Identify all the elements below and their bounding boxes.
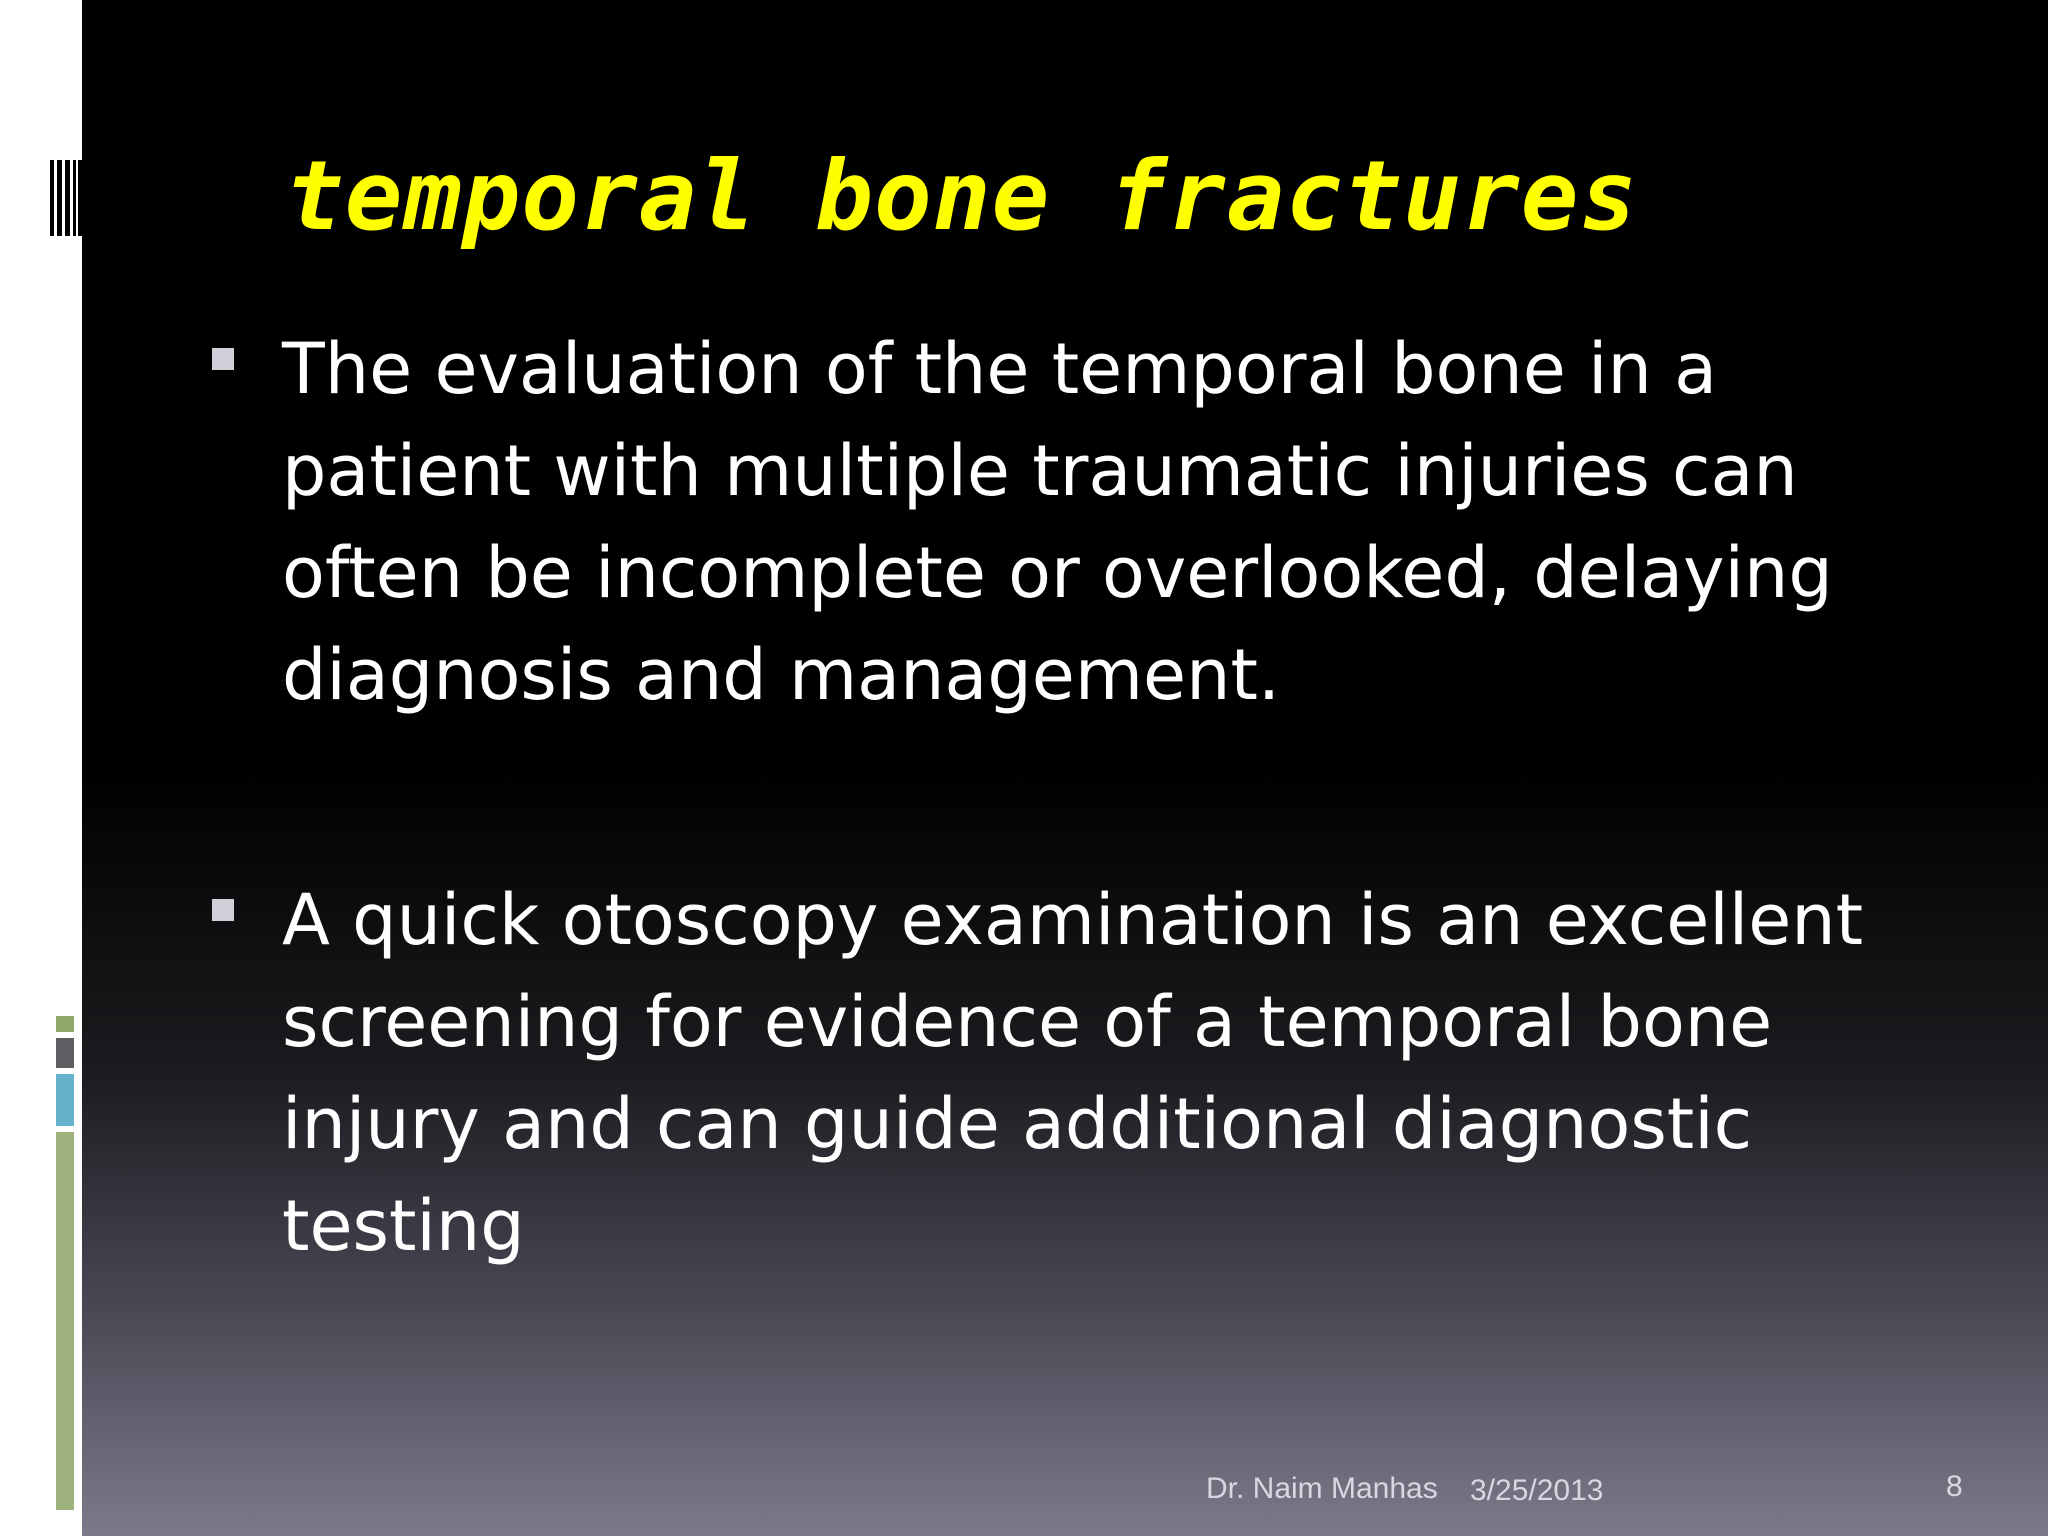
- footer-author: Dr. Naim Manhas: [1206, 1472, 1438, 1505]
- bullet-item: [210, 318, 1970, 726]
- bullet-item: [210, 869, 1970, 1277]
- bullet-list: [210, 318, 1970, 1277]
- footer-date: 3/25/2013: [1470, 1474, 1604, 1507]
- decorative-gray-bar: [56, 1038, 74, 1068]
- slide-title: temporal bone fractures: [286, 140, 1639, 252]
- decorative-green-bar: [56, 1132, 74, 1510]
- square-bullet-icon: [212, 348, 234, 370]
- bullet-text: A quick otoscopy examination is an excellent screening for evidence of a temporal bone injury and can guide additional diagnostic testing: [282, 879, 1864, 1267]
- decorative-blue-bar: [56, 1074, 74, 1126]
- decorative-stripe-block: [50, 160, 82, 236]
- square-bullet-icon: [212, 899, 234, 921]
- decorative-green-bar-small: [56, 1016, 74, 1032]
- bullet-text: The evaluation of the temporal bone in a patient with multiple traumatic injuries can often be incomplete or overlooked, delaying diagnosis and management.: [282, 328, 1833, 716]
- footer-page-number: 8: [1946, 1470, 1963, 1503]
